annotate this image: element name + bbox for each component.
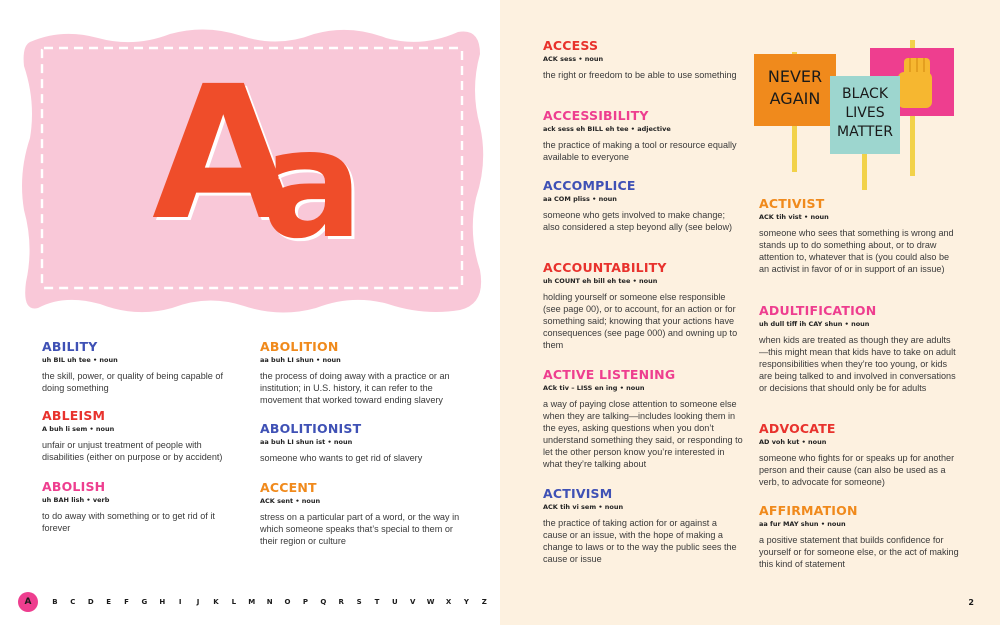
big-uppercase-a: A — [152, 47, 295, 261]
headword: ACTIVISM — [543, 486, 613, 501]
entry-abolition — [260, 339, 466, 407]
entry-accomplice — [543, 178, 743, 234]
alphabet-letter[interactable]: K — [213, 598, 219, 606]
pronunciation: ACK tih vi sem • noun — [543, 503, 624, 511]
alphabet-letter[interactable]: E — [106, 598, 112, 606]
definition: holding yourself or someone else responsible (see page 00), or to account, for an action or for something said; knowing that your actions have consequences (see page 000) and owning up to them — [543, 292, 738, 350]
pronunciation: ack sess eh BILL eh tee • adjective — [543, 125, 671, 133]
headword: ACCESSIBILITY — [543, 108, 649, 123]
alphabet-letter[interactable]: G — [141, 598, 148, 606]
definition: the practice of taking action for or against a cause or an issue, with the hope of making a change to laws or to the way the public sees the cause or issue — [543, 518, 737, 564]
headword: ACCOUNTABILITY — [543, 260, 667, 275]
alphabet-letter[interactable]: Q — [320, 598, 327, 606]
alphabet-letter[interactable]: M — [248, 598, 256, 606]
alphabet-letter[interactable]: D — [87, 598, 94, 606]
entry-adultification — [759, 303, 959, 395]
alphabet-letter[interactable]: V — [410, 598, 416, 606]
pronunciation: A buh li sem • noun — [42, 425, 115, 433]
alphabet-letter[interactable]: N — [266, 598, 273, 606]
sign-text: BLACK — [841, 86, 889, 102]
definition: the right or freedom to be able to use something — [543, 70, 737, 80]
pronunciation: ACK sess • noun — [543, 55, 604, 63]
entry-ability — [42, 339, 242, 395]
alphabet-letter[interactable]: P — [302, 598, 308, 606]
definition: someone who wants to get rid of slavery — [260, 453, 423, 463]
headword: ADVOCATE — [759, 421, 836, 436]
pronunciation: uh BIL uh tee • noun — [42, 356, 118, 364]
alphabet-letter[interactable]: O — [284, 598, 291, 606]
big-lowercase-a: a — [262, 98, 364, 272]
entry-accent — [260, 480, 466, 548]
headword: ABOLISH — [42, 479, 106, 494]
sign-text: NEVER — [767, 67, 823, 86]
pronunciation: aa buh LI shun • noun — [260, 356, 341, 364]
definition: someone who sees that something is wrong and stands up to do something about, or to draw attention to, whatever that is (you could also be an activist in favor of or in support of an issue) — [759, 228, 954, 274]
entry-advocate — [759, 421, 959, 489]
alphabet-letter[interactable]: B — [52, 598, 58, 606]
alphabet-letter[interactable]: T — [374, 598, 380, 606]
entry-abolitionist — [260, 421, 466, 465]
sign-text: MATTER — [837, 124, 893, 140]
pronunciation: ACK tih vist • noun — [759, 213, 829, 221]
alphabet-letter[interactable]: I — [178, 598, 182, 606]
headword: ABLEISM — [42, 408, 106, 423]
alphabet-letter[interactable]: J — [196, 598, 200, 606]
headword: ABOLITION — [260, 339, 339, 354]
definition: a positive statement that builds confidence for yourself or for someone else, or the act of making this kind of statement — [759, 535, 959, 569]
definition: a way of paying close attention to someone else when they are talking—includes looking them in the eyes, asking questions when you don’t understand something they said, or responding to let the other person know you’re interested in what they’re talking about — [543, 399, 743, 469]
alphabet-letter[interactable]: U — [392, 598, 398, 606]
pronunciation: uh COUNT eh bill eh tee • noun — [543, 277, 658, 285]
entry-activism — [543, 486, 743, 566]
alphabet-letter[interactable]: F — [124, 598, 129, 606]
alphabet-letter[interactable]: C — [70, 598, 76, 606]
pronunciation: aa COM pliss • noun — [543, 195, 617, 203]
alphabet-letter[interactable]: W — [426, 598, 435, 606]
entry-activist — [759, 196, 959, 276]
entry-affirmation — [759, 503, 959, 571]
definition: unfair or unjust treatment of people with disabilities (either on purpose or by accident) — [42, 440, 223, 462]
definition: the practice of making a tool or resource equally available to everyone — [543, 140, 737, 162]
alphabet-index — [18, 593, 493, 611]
entry-abolish — [42, 479, 242, 535]
headword: ACCESS — [543, 38, 599, 53]
entry-access — [543, 38, 743, 82]
entry-ableism — [42, 408, 242, 464]
pronunciation: ACk tiv – LISS en ing • noun — [543, 384, 645, 392]
definition: stress on a particular part of a word, or the way in which someone speaks that’s special to them or their region or culture — [260, 512, 460, 546]
definition: the process of doing away with a practice or an institution; in U.S. history, it can refer to the movement that worked toward ending slavery — [260, 371, 450, 405]
alphabet-letter[interactable]: X — [445, 598, 452, 606]
pronunciation: AD voh kut • noun — [759, 438, 827, 446]
definition: someone who gets involved to make change; also considered a step beyond ally (see below) — [543, 210, 733, 232]
protest-signs-illustration — [746, 36, 960, 196]
definition: the skill, power, or quality of being capable of doing something — [42, 371, 223, 393]
pronunciation: uh dull tiff ih CAY shun • noun — [759, 320, 870, 328]
sign-text: AGAIN — [769, 89, 821, 108]
headword: ACCENT — [260, 480, 317, 495]
definition: to do away with something or to get rid of it forever — [42, 511, 215, 533]
entry-accessibility — [543, 108, 743, 164]
headword: ACTIVIST — [759, 196, 825, 211]
alphabet-letter[interactable]: Z — [481, 598, 487, 606]
pronunciation: uh BAH lish • verb — [42, 496, 110, 504]
definition: when kids are treated as though they are adults—this might mean that kids have to take on adult responsibilities when they’re too young, or kids are being talked to and involved in conversations or decisions that should only be for adults — [759, 335, 956, 393]
page-number: 2 — [968, 598, 974, 607]
definition: someone who fights for or speaks up for another person and their cause (can also be used as a verb, to advocate for someone) — [759, 453, 955, 487]
pronunciation: ACK sent • noun — [260, 497, 321, 505]
pronunciation: aa buh LI shun ist • noun — [260, 438, 353, 446]
entry-active-listening — [543, 367, 743, 470]
alphabet-letter[interactable]: R — [338, 598, 344, 606]
alphabet-current-letter[interactable]: A — [18, 592, 38, 612]
alphabet-letter[interactable]: H — [159, 598, 166, 606]
headword: ABILITY — [42, 339, 98, 354]
pronunciation: aa fur MAY shun • noun — [759, 520, 846, 528]
alphabet-letter[interactable]: L — [231, 598, 237, 606]
sign-text: LIVES — [845, 105, 885, 121]
alphabet-letter[interactable]: S — [356, 598, 362, 606]
headword: AFFIRMATION — [759, 503, 858, 518]
headword: ABOLITIONIST — [260, 421, 362, 436]
entry-accountability — [543, 260, 743, 352]
headword: ACCOMPLICE — [543, 178, 636, 193]
headword: ACTIVE LISTENING — [543, 367, 676, 382]
alphabet-letter[interactable]: Y — [463, 598, 469, 606]
headword: ADULTIFICATION — [759, 303, 877, 318]
